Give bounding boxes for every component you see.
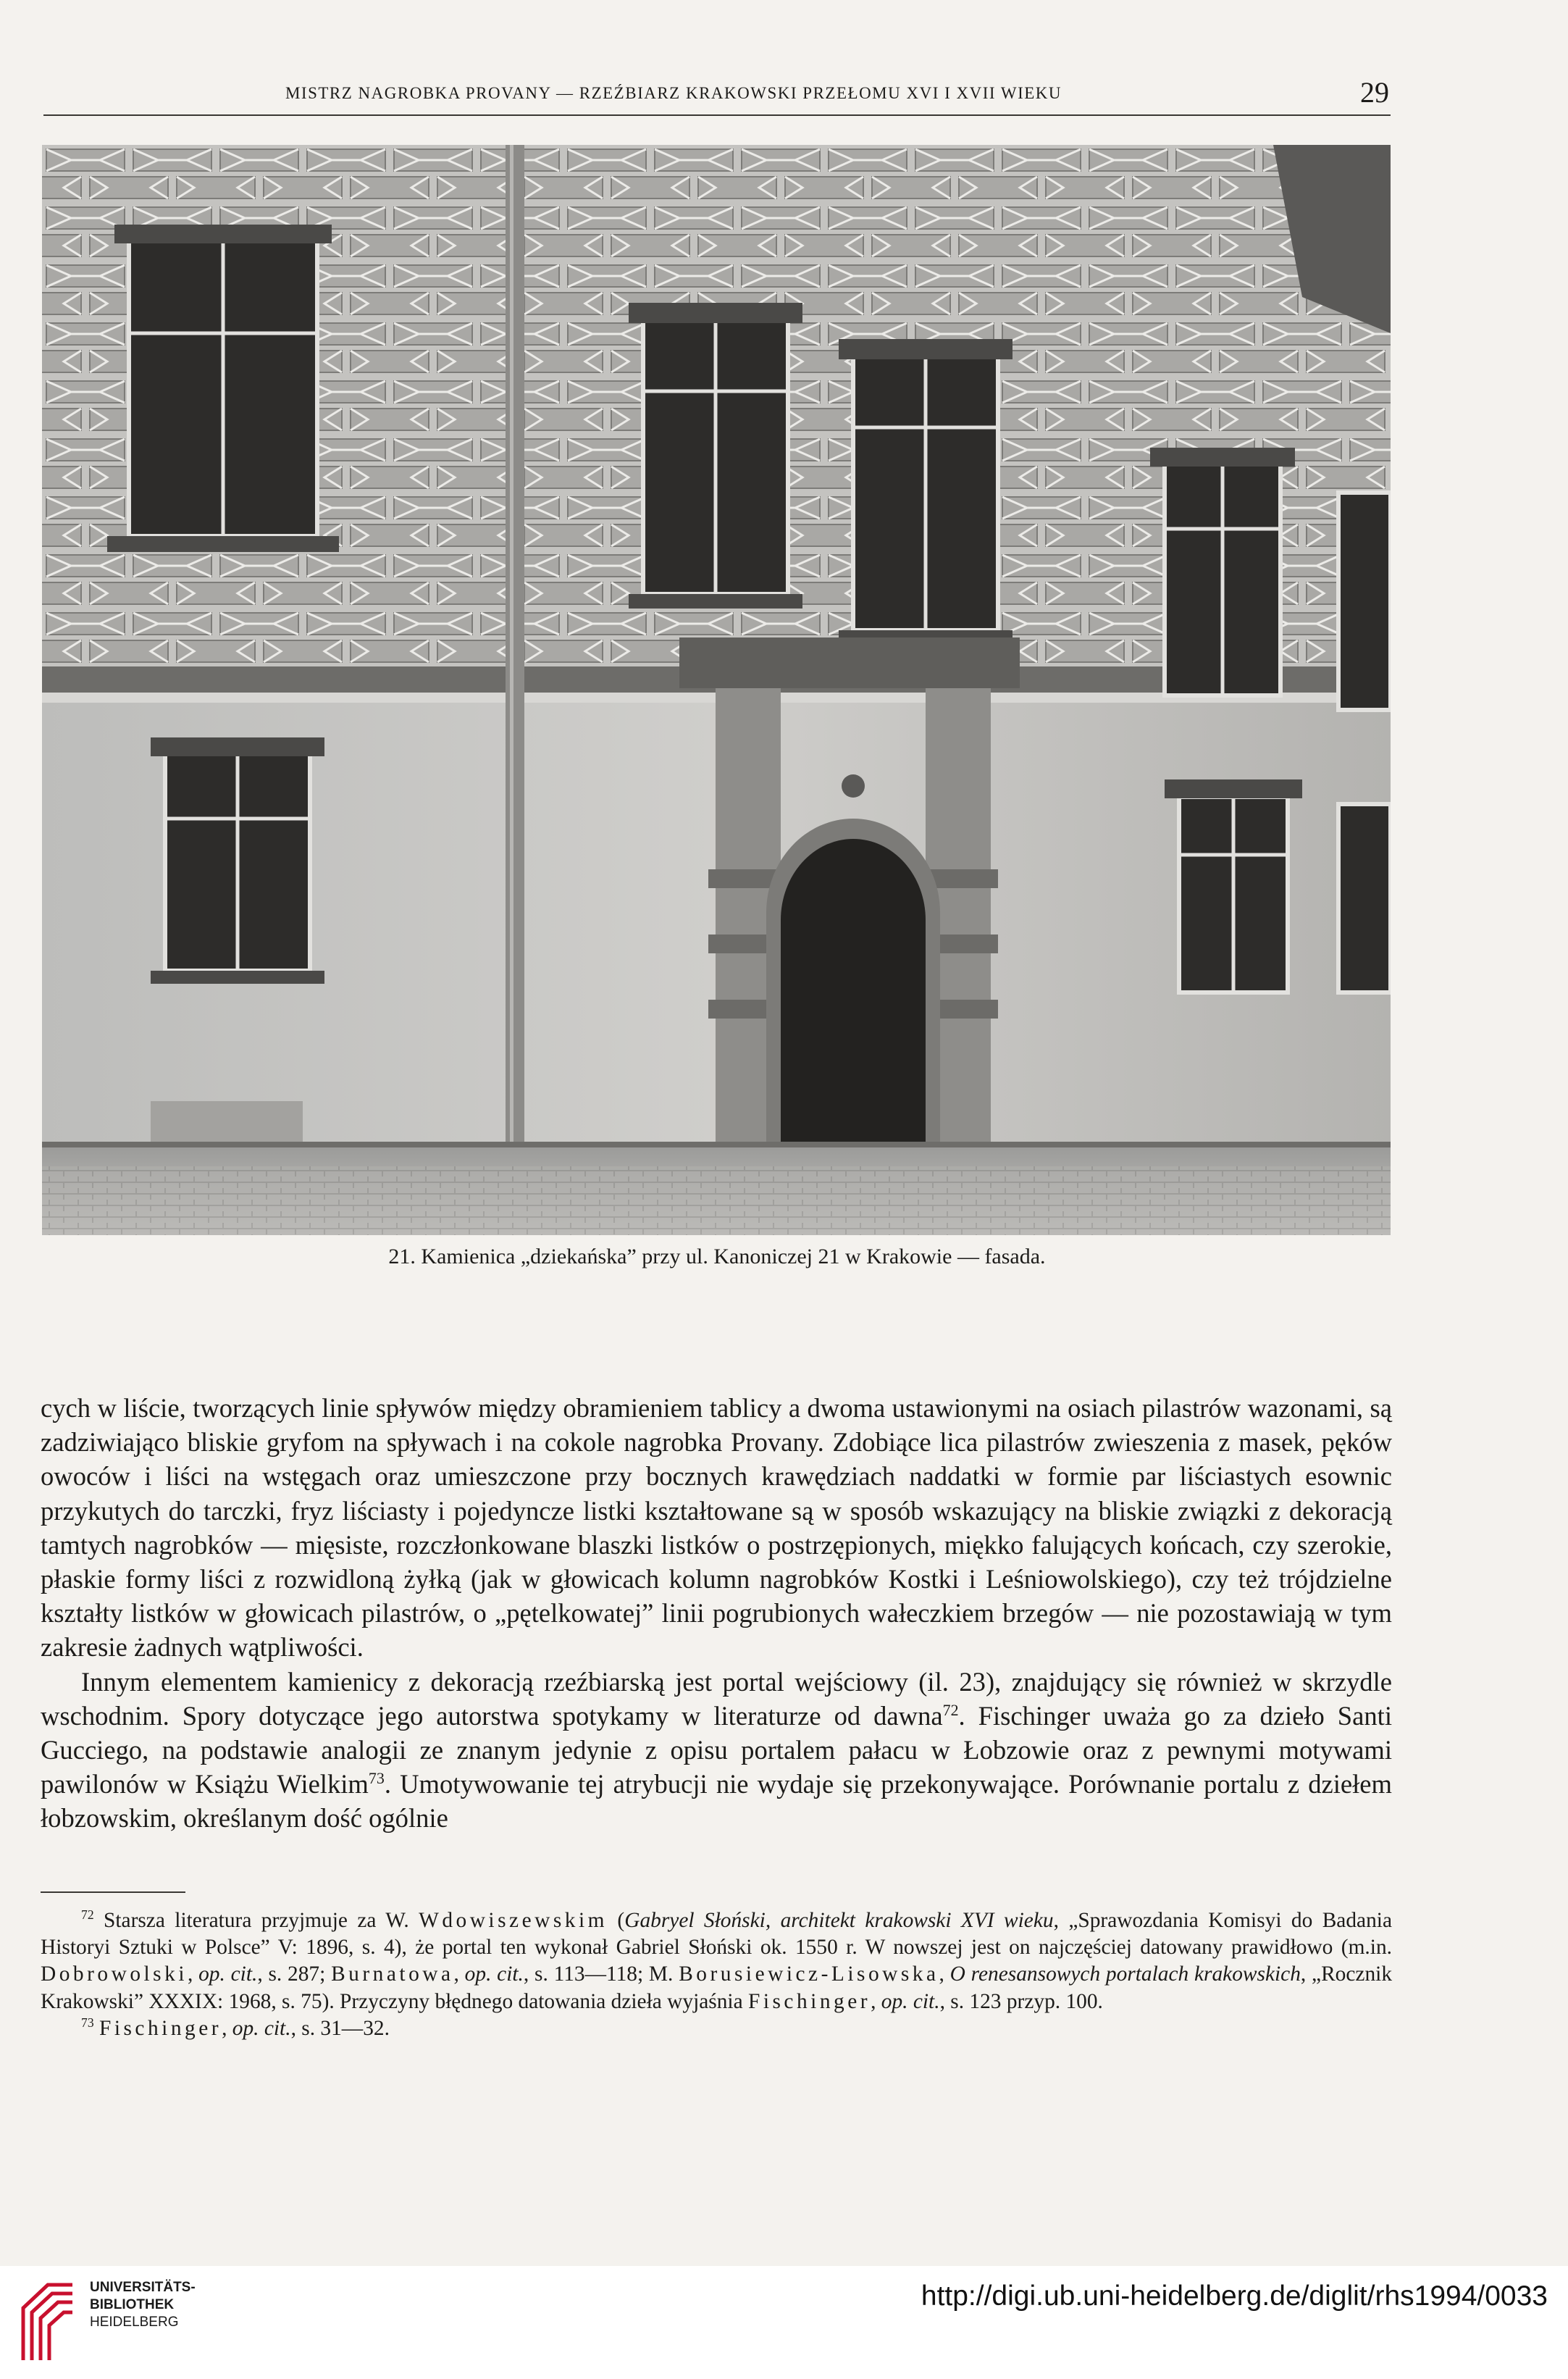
running-title: MISTRZ NAGROBKA PROVANY — RZEŹBIARZ KRAKOWSKI PRZEŁOMU XVI I XVII WIEKU (285, 84, 1062, 102)
paragraph: cych w liście, tworzących linie spływów między obramieniem tablicy a dwoma ustawionymi na osiach pilastrów wazonami, są zadziwiająco bliskie gryfom na spływach i na cokole nagrobka Provany. Zdobiące lica pilastrów zwieszenia z masek, pęków owoców i liści na wstęgach oraz umieszczone przy bocznych krawędziach naddatki w formie par liściastych esownic przykutych do tarczki, fryz liściasty i pojedyncze listki kształtowane są w sposób wskazujący na bliskie związki z dekoracją tamtych nagrobków — mięsiste, rozczłonkowane blaszki listków o postrzępionych, miękko falujących końcach, czy szerokie, płaskie formy liści z rozwidloną żyłką (jak w głowicach kolumn nagrobków Kostki i Leśniowolskiego), czy też trójdzielne kształty listków w głowicach pilastrów, o „pętelkowatej” linii pogrubionych wałeczkiem brzegów — nie pozostawiają w tym zakresie żadnych wątpliwości. (41, 1393, 1392, 1663)
page-header (43, 75, 1391, 116)
text-run: , (939, 1962, 950, 1986)
author-name: Wdowiszewskim (419, 1909, 608, 1932)
text-run: , (453, 1962, 465, 1986)
work-title: op. cit. (464, 1962, 524, 1986)
work-title: op. cit. (232, 2016, 291, 2040)
author-name: Dobrowolski (41, 1962, 188, 1986)
author-name: Fischinger (747, 1989, 871, 2013)
facade-photograph (42, 145, 1391, 1235)
ub-heidelberg-logo-icon[interactable] (16, 2279, 80, 2363)
figure-caption: 21. Kamienica „dziekańska” przy ul. Kanoniczej 21 w Krakowie — fasada. (388, 1245, 1046, 1268)
text-run: , s. 31—32. (290, 2016, 390, 2040)
library-name-line: UNIVERSITÄTS- (90, 2280, 196, 2295)
library-name-line: BIBLIOTHEK (90, 2297, 175, 2312)
text-run: , „Sprawozdania Komisyi do Badania Historyi Sztuki w Polsce” V: 1896, s. 4), że portal ten wykonał Gabriel Słoński ok. 1550 r. W nowszej jest on najczęściej datowany prawidłowo (m.in. (41, 1909, 1392, 1960)
page-number: 29 (1360, 76, 1389, 109)
text-run (94, 2017, 99, 2040)
footnote-marker: 73 (81, 2015, 94, 2031)
work-title: op. cit. (881, 1989, 940, 2013)
work-title: op. cit. (198, 1962, 258, 1986)
footnote-73 (41, 2015, 1392, 2042)
text-run: ( (608, 1909, 625, 1932)
author-name: Burnatowa (331, 1962, 454, 1986)
text-run: , (222, 2016, 232, 2040)
footnote-ref[interactable]: 73 (368, 1769, 385, 1788)
footnote-72 (41, 1907, 1392, 2015)
permalink-url[interactable]: http://digi.ub.uni-heidelberg.de/diglit/rhs1994/0033 (921, 2280, 1548, 2312)
author-name: Fischinger (98, 2016, 222, 2040)
text-run: , s. 287; (257, 1962, 332, 1986)
body-text (41, 1391, 1392, 1836)
work-title: O renesansowych portalach krakowskich (949, 1962, 1301, 1986)
text-run: , s. 123 przyp. 100. (939, 1989, 1103, 2013)
footnote-ref[interactable]: 72 (942, 1700, 959, 1719)
footnote-marker: 72 (81, 1907, 94, 1923)
text-run: , (871, 1989, 881, 2013)
text-run: . Fischinger uważa go za dzieło Santi Gucciego, na podstawie analogii ze znanym jedynie z opisu portalem pałacu w Łobzowie oraz z pewnymi motywami pawilonów w Książu Wielkim (41, 1700, 1392, 1799)
text-run: . Umotywowanie tej atrybucji nie wydaje się przekonywające. Porównanie portalu z dziełem łobzowskim, określanym dość ogólnie (41, 1769, 1392, 1834)
text-run: Starsza literatura przyjmuje za W. (93, 1909, 419, 1932)
footnotes (41, 1907, 1392, 2042)
text-run: , s. 113—118; M. (523, 1962, 679, 1986)
text-run: Innym elementem kamienicy z dekoracją rzeźbiarską jest portal wejściowy (il. 23), znajdujący się również w skrzydle wschodnim. Spory dotyczące jego autorstwa spotykamy w literaturze od dawna (41, 1666, 1392, 1731)
library-name-line: HEIDELBERG (90, 2315, 179, 2330)
author-name: Borusiewicz-Lisowska (679, 1962, 939, 1986)
footnote-divider (41, 1891, 185, 1893)
text-run: , (187, 1962, 199, 1986)
text-run: , „Rocznik Krakowski” XXXIX: 1968, s. 75). Przyczyny błędnego datowania dzieła wyjaśnia (41, 1962, 1393, 2013)
paragraph (41, 1665, 1392, 1836)
library-name (90, 2279, 196, 2331)
work-title: Gabryel Słoński, architekt krakowski XVI wieku (624, 1909, 1054, 1932)
